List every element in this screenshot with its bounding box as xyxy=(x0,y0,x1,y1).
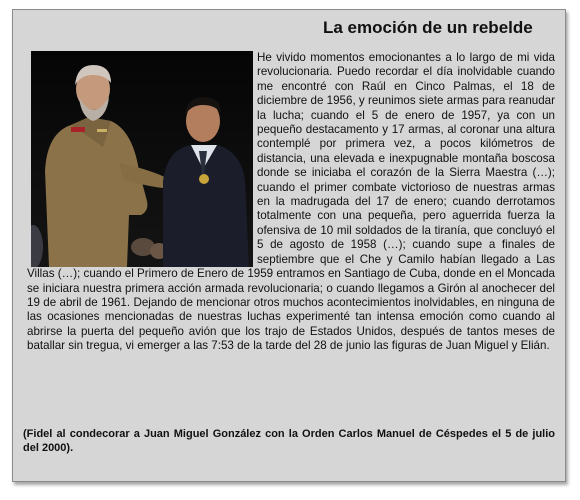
article-body xyxy=(27,51,555,354)
article-panel xyxy=(12,9,566,482)
article-body-text: He vivido momentos emocionantes a lo largo de mi vida revolucionaria. Puedo recordar el día inolvidable cuando me encontré con Raúl en Cinco Palmas, el 18 de diciembre de 1956, y reunimos siete armas para reanudar la lucha; cuando el 5 de enero de 1957, ya con un pequeño destacamento y 17 armas, al coronar una altura contemplé por primera vez, a pocos kilómetros de distancia, una elevada e inexpugnable montaña boscosa donde se iniciaba el corazón de la Sierra Maestra (…); cuando el primer combate victorioso de nuestras armas en la madrugada del 17 de enero; cuando derrotamos totalmente con una pequeña, pero aguerrida fuerza la ofensiva de 10 mil soldados de la tiranía, que concluyó el 5 de agosto de 1958 (…); cuando supe a finales de septiembre que el Che y Camilo habían llegado a Las Villas (…); cuando el Primero de Enero de 1959 entramos en Santiago de Cuba, donde en el Moncada se iniciara nuestra primera acción armada revolucionaria; o cuando llegamos a Girón al anochecer del 19 de abril de 1961. Dejando de mencionar otros muchos acontecimientos inolvidables, en ninguna de las ocasiones mencionadas de nuestras luchas experimenté tan intensa emoción como cuando al abrirse la puerta del pequeño avión que los trajo de Estados Unidos, después de tantos meses de batallar sin tregua, vi emerger a las 7:53 de la tarde del 28 de junio las figuras de Juan Miguel y Elián. xyxy=(27,51,555,353)
photo-spacer xyxy=(27,51,257,267)
photo-caption: (Fidel al condecorar a Juan Miguel González con la Orden Carlos Manuel de Céspedes el 5 de julio del 2000). xyxy=(23,428,555,454)
article-title: La emoción de un rebelde xyxy=(323,18,533,37)
